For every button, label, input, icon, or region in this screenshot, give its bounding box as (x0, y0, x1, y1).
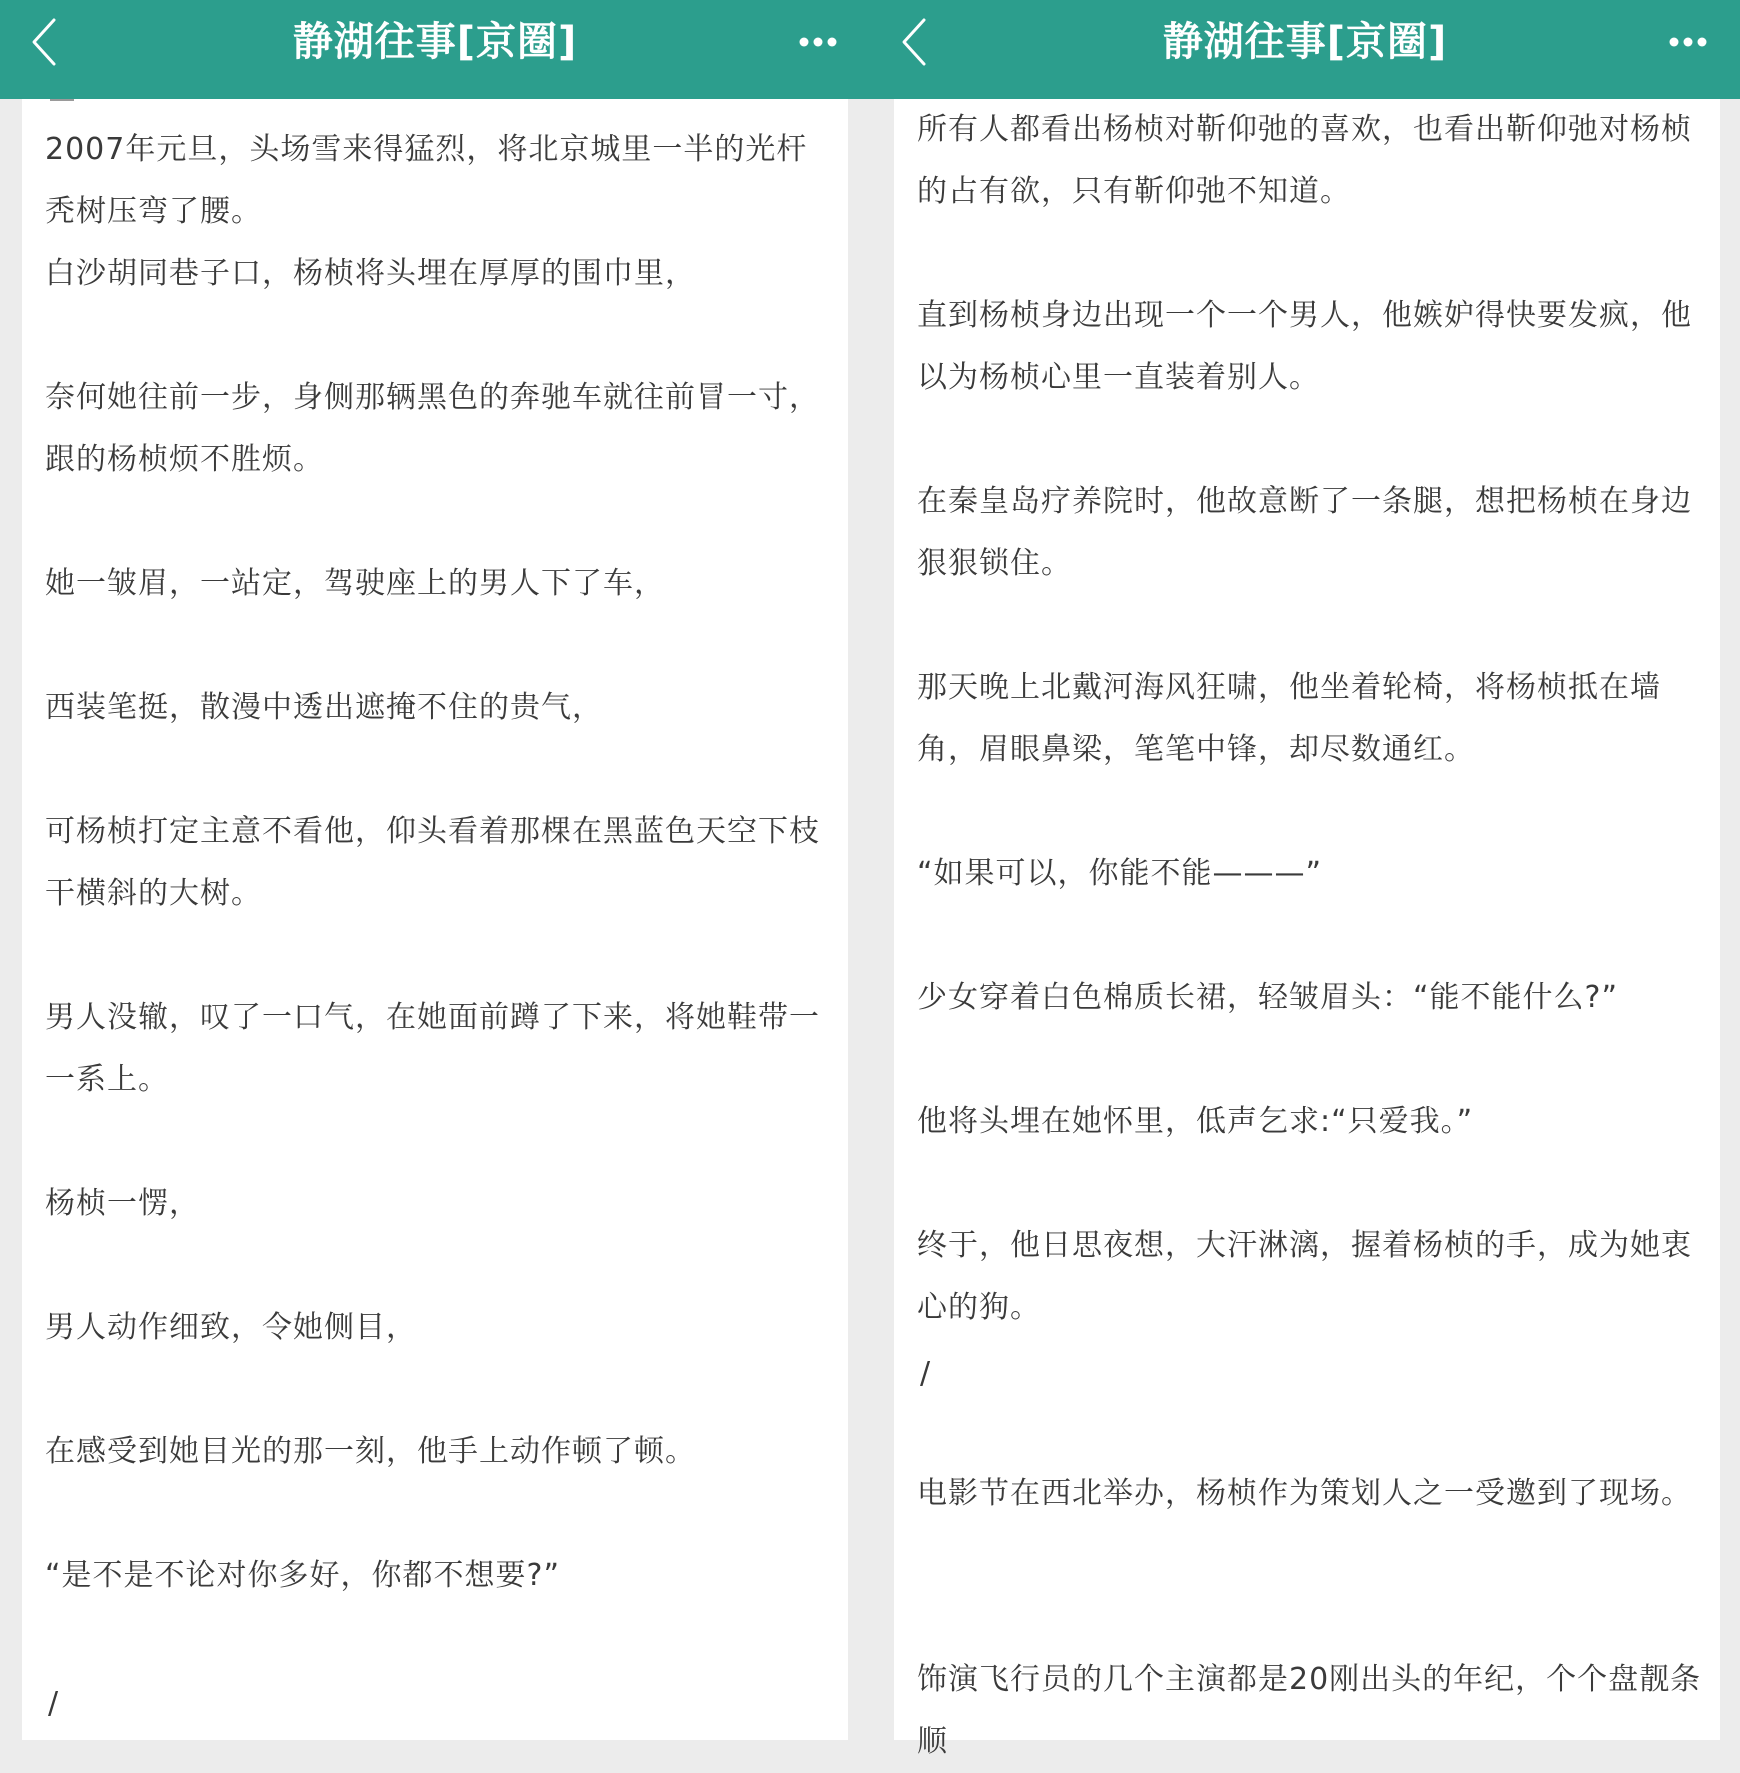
paragraph: 男人动作细致，令她侧目， (45, 1310, 417, 1345)
paragraph: 男人没辙，叹了一口气，在她面前蹲了下来，将她鞋带一一系上。 (45, 1000, 820, 1097)
paragraph: 白沙胡同巷子口，杨桢将头埋在厚厚的围巾里， (45, 256, 696, 291)
paragraph: 在秦皇岛疗养院时，他故意断了一条腿，想把杨桢在身边狠狠锁住。 (917, 484, 1692, 581)
paragraph: 可杨桢打定主意不看他，仰头看着那棵在黑蓝色天空下枝干横斜的大树。 (45, 814, 820, 911)
paragraph: 在感受到她目光的那一刻，他手上动作顿了顿。 (45, 1434, 696, 1469)
more-dots-icon (1652, 20, 1724, 64)
paragraph: 电影节在西北举办，杨桢作为策划人之一受邀到了现场。 (917, 1476, 1692, 1511)
chapter-content (22, 99, 848, 1740)
paragraph: “如果可以，你能不能———” (917, 856, 1323, 891)
page-title: 静湖往事[京圈] (292, 19, 578, 65)
paragraph: 少女穿着白色棉质长裙，轻皱眉头：“能不能什么?” (917, 980, 1619, 1015)
chevron-left-icon (24, 14, 74, 70)
chapter-content (894, 99, 1720, 1759)
back-button[interactable] (24, 14, 74, 70)
paragraph: 直到杨桢身边出现一个一个男人，他嫉妒得快要发疯，他以为杨桢心里一直装着别人。 (917, 298, 1692, 395)
more-dots-icon (782, 20, 854, 64)
right-reader-pane (870, 0, 1740, 1759)
back-button[interactable] (894, 14, 944, 70)
chevron-left-icon (894, 14, 944, 70)
paragraph: 那天晚上北戴河海风狂啸，他坐着轮椅，将杨桢抵在墙角，眉眼鼻梁，笔笔中锋，却尽数通红。 (917, 670, 1661, 767)
section-separator: / (48, 1686, 59, 1721)
paragraph: 奈何她往前一步，身侧那辆黑色的奔驰车就往前冒一寸，跟的杨桢烦不胜烦。 (45, 380, 820, 477)
more-button[interactable] (1652, 20, 1724, 64)
cropped-text-fragment (50, 91, 74, 101)
left-reader-pane (0, 0, 870, 1740)
paragraph: 杨桢一愣， (45, 1186, 200, 1221)
paragraph: “是不是不论对你多好，你都不想要?” (45, 1558, 561, 1593)
paragraph: 他将头埋在她怀里，低声乞求:“只爱我。” (917, 1104, 1474, 1139)
top-nav-bar (870, 0, 1740, 99)
paragraph: 所有人都看出杨桢对靳仰弛的喜欢，也看出靳仰弛对杨桢的占有欲，只有靳仰弛不知道。 (917, 112, 1692, 209)
page-title: 静湖往事[京圈] (1162, 19, 1448, 65)
more-button[interactable] (782, 20, 854, 64)
paragraph: 终于，他日思夜想，大汗淋漓，握着杨桢的手，成为她衷心的狗。 (917, 1228, 1692, 1325)
top-nav-bar (0, 0, 870, 99)
paragraph: 饰演飞行员的几个主演都是20刚出头的年纪，个个盘靓条顺 (917, 1662, 1702, 1759)
paragraph: 西装笔挺，散漫中透出遮掩不住的贵气， (45, 690, 603, 725)
paragraph: 她一皱眉，一站定，驾驶座上的男人下了车， (45, 566, 665, 601)
section-separator: / (920, 1356, 931, 1391)
paragraph: 2007年元旦，头场雪来得猛烈，将北京城里一半的光杆秃树压弯了腰。 (45, 132, 808, 229)
